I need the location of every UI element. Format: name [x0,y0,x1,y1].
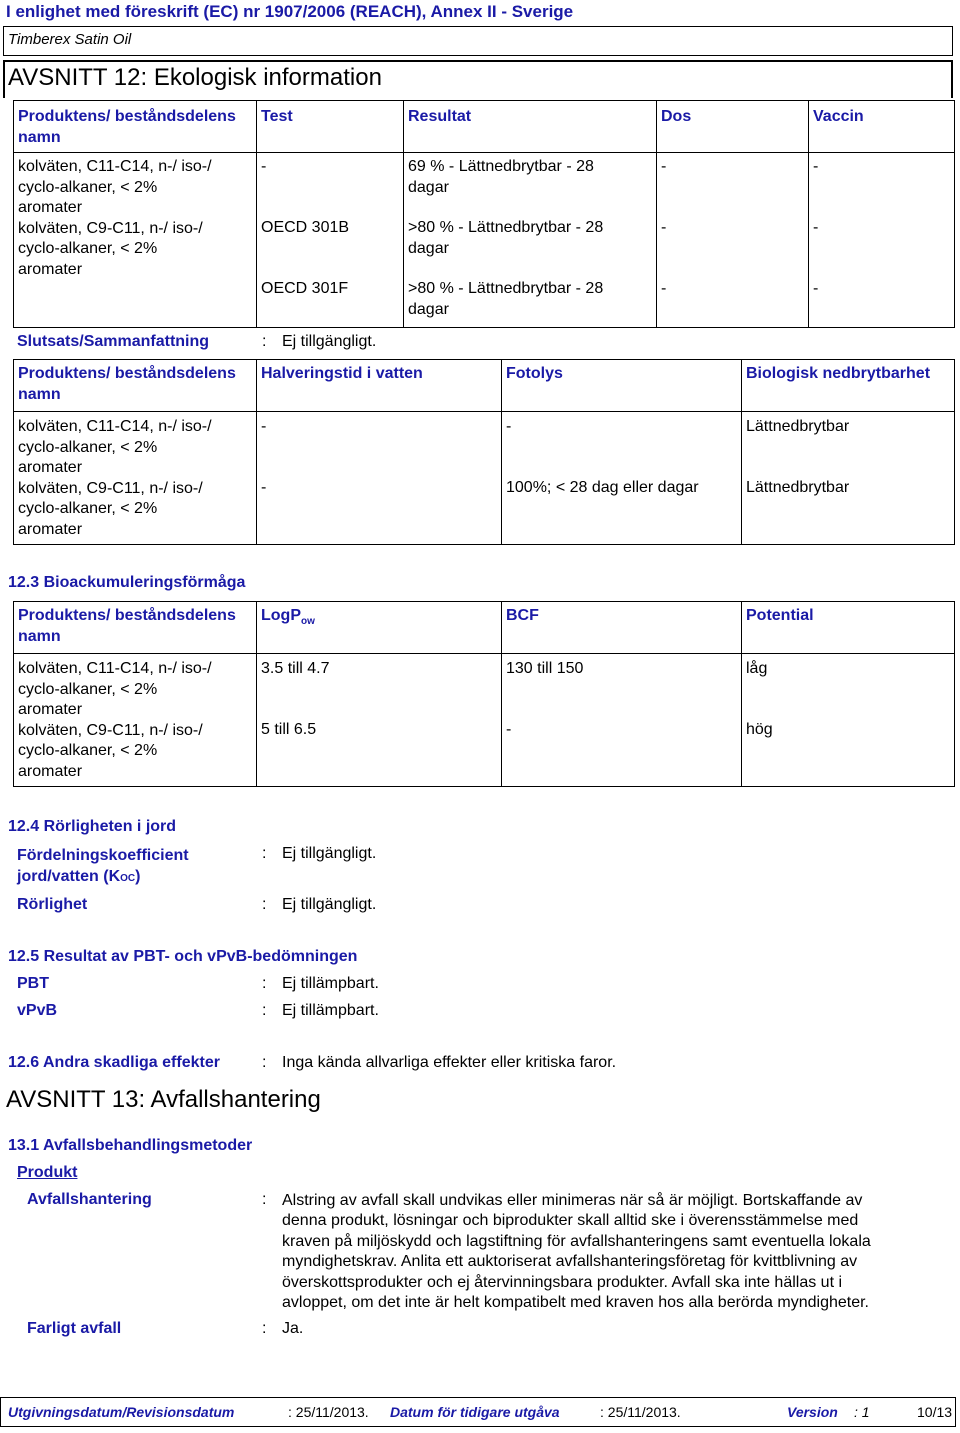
header-dose: Dos [657,101,809,153]
product-name-box [3,26,953,56]
test-values: - OECD 301B OECD 301F [257,153,404,328]
photolysis-values: - 100%; < 28 dag eller dagar [502,412,742,545]
header-biodegradability: Biologisk nedbrytbarhet [742,360,955,412]
section12-title: AVSNITT 12: Ekologisk information [8,64,382,91]
half-life-values: - - [257,412,502,545]
dose-values: - - - [657,153,809,328]
product-subheading: Produkt [17,1164,78,1181]
result-values: 69 % - Lättnedbrytbar - 28 dagar >80 % - Lättnedbrytbar - 28 dagar >80 % - Lättnedbrytbar - 28 dagar [404,153,657,328]
pbt-colon: : [262,975,267,992]
disposal-label: Avfallshantering [27,1191,152,1208]
vaccine-values: - - - [809,153,955,328]
toxicity-table [13,100,955,328]
disposal-colon: : [262,1191,267,1208]
bioaccumulation-table [13,601,955,787]
header-half-life: Halveringstid i vatten [257,360,502,412]
degradation-table [13,359,955,545]
pbt-label: PBT [17,975,49,992]
page-number: 10/13 [917,1404,953,1420]
mobility-value: Ej tillgängligt. [282,896,377,913]
vpvb-value: Ej tillämpbart. [282,1002,379,1019]
disposal-text: Alstring av avfall skall undvikas eller minimeras när så är möjligt. Bortskaffande av denna produkt, lösningar och biprodukter skall alltid ske i överensstämmelse med kraven på miljöskydd och lagstiftning för avfallshanteringens samt eventuella lokala myndighetskrav. Anlita ett auktoriserat avfallshanteringsföretag för kvittblivning av överskottsprodukter och ej återvinningsbara produkter. Avfall ska inte hällas ut i avloppet, om det inte är helt kompatibelt med kraven hos alla berörda myndigheter. [282,1192,871,1312]
header-potential: Potential [742,602,955,654]
mobility-colon: : [262,896,267,913]
section13-subtitle: 13.1 Avfallsbehandlingsmetoder [8,1137,253,1154]
koc-value: Ej tillgängligt. [282,845,377,862]
document-header-title: I enlighet med föreskrift (EC) nr 1907/2006 (REACH), Annex II - Sverige [6,2,574,21]
pbt-title: 12.5 Resultat av PBT- och vPvB-bedömningen [8,948,358,965]
header-result: Resultat [404,101,657,153]
conclusion-label: Slutsats/Sammanfattning [17,333,210,350]
vpvb-label: vPvB [17,1002,58,1019]
other-effects-colon: : [262,1054,267,1071]
vpvb-colon: : [262,1002,267,1019]
footer-box [0,1397,956,1427]
version-label: Version [787,1404,838,1420]
pbt-value: Ej tillämpbart. [282,975,379,992]
bioaccumulation-title: 12.3 Bioackumuleringsförmåga [8,574,246,591]
header-vaccine: Vaccin [809,101,955,153]
header-logpow: LogP$_{ow}$ [257,602,502,654]
mobility-label: Rörlighet [17,896,88,913]
component-names: kolväten, C11-C14, n-/ iso-/ cyclo-alkaner, < 2% aromater kolväten, C9-C11, n-/ iso-/ cyclo-alkaner, < 2% aromater [14,412,257,545]
previous-date-label: Datum för tidigare utgåva [390,1404,560,1420]
header-product-name: Produktens/ beståndsdelens namn [14,101,257,153]
header-bcf: BCF [502,602,742,654]
version-value: : 1 [854,1404,870,1420]
koc-colon: : [262,845,267,862]
issue-date-label: Utgivningsdatum/Revisionsdatum [8,1404,235,1420]
other-effects-value: Inga kända allvarliga effekter eller kritiska faror. [282,1054,617,1071]
other-effects-label: 12.6 Andra skadliga effekter [8,1054,220,1071]
bcf-values: 130 till 150 - [502,654,742,787]
hazardous-waste-label: Farligt avfall [27,1320,122,1337]
koc-label: Fördelningskoefficient jord/vatten (KOC) [17,847,189,885]
conclusion-colon: : [262,333,267,350]
section13-title: AVSNITT 13: Avfallshantering [6,1086,321,1113]
logpow-values: 3.5 till 4.7 5 till 6.5 [257,654,502,787]
potential-values: låg hög [742,654,955,787]
header-product-name: Produktens/ beståndsdelens namn [14,602,257,654]
hazardous-waste-colon: : [262,1320,267,1337]
biodegradability-values: Lättnedbrytbar Lättnedbrytbar [742,412,955,545]
component-names: kolväten, C11-C14, n-/ iso-/ cyclo-alkaner, < 2% aromater kolväten, C9-C11, n-/ iso-/ cyclo-alkaner, < 2% aromater [14,153,257,328]
component-names: kolväten, C11-C14, n-/ iso-/ cyclo-alkaner, < 2% aromater kolväten, C9-C11, n-/ iso-/ cyclo-alkaner, < 2% aromater [14,654,257,787]
previous-date-value: : 25/11/2013. [600,1404,681,1420]
header-product-name: Produktens/ beståndsdelens namn [14,360,257,412]
header-test: Test [257,101,404,153]
mobility-title: 12.4 Rörligheten i jord [8,818,177,835]
hazardous-waste-value: Ja. [282,1320,304,1337]
issue-date-value: : 25/11/2013. [288,1404,369,1420]
product-name: Timberex Satin Oil [8,31,132,48]
conclusion-value: Ej tillgängligt. [282,333,377,350]
header-photolysis: Fotolys [502,360,742,412]
